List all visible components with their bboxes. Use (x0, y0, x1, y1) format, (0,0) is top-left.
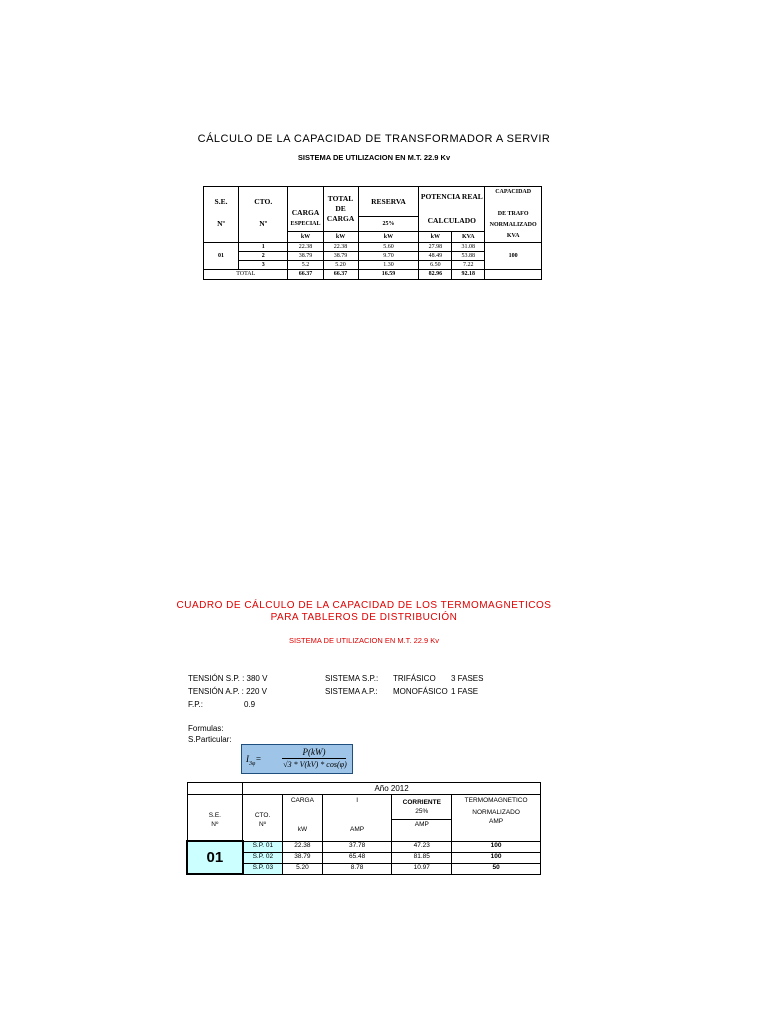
sistema-ap-value: MONOFÁSICO (393, 687, 448, 696)
header-total-de-carga: TOTAL DE CARGA (323, 187, 358, 232)
unit-kw: kW (282, 819, 322, 841)
header-corriente: CORRIENTE 25% (392, 795, 452, 820)
total-row: TOTAL 66.37 66.37 16.59 82.96 92.18 (204, 269, 542, 279)
header-se: S.E. (187, 795, 243, 820)
header-se-no: Nº (187, 819, 243, 841)
se-value: 01 (204, 242, 239, 269)
header-carga: CARGA (288, 187, 323, 217)
unit-kw: kW (323, 231, 358, 242)
sistema-sp-label: SISTEMA S.P.: (325, 674, 379, 683)
fp-label: F.P.: (188, 700, 203, 709)
unit-amp: AMP (322, 819, 392, 841)
breaker-capacity-table (186, 782, 541, 875)
fases-sp: 3 FASES (451, 674, 484, 683)
header-potencia-real: POTENCIA REAL (419, 187, 485, 217)
formula-denominator: √3 * V(kV) * cos(φ) (283, 760, 347, 769)
table-row: 01 S.P. 01 22.38 37.78 47.23 100 (187, 841, 541, 852)
fraction-bar (282, 758, 346, 759)
total-label: TOTAL (204, 269, 288, 279)
header-i: I (322, 795, 392, 820)
table-row: S.P. 03 5.20 8.78 10.97 50 (187, 863, 541, 874)
unit-amp: AMP (452, 819, 541, 841)
table-row: 01 1 22.38 22.38 5.60 27.98 31.08 100 (204, 242, 542, 251)
header-reserva: RESERVA (358, 187, 419, 217)
se-value: 01 (187, 841, 243, 874)
sparticular-label: S.Particular: (188, 735, 232, 744)
current-formula: $I_{3\varphi}=$ P(kW) √3 * V(kV) * cos(φ) (241, 744, 353, 774)
header-se: S.E. (204, 187, 239, 217)
header-se-no: Nº (204, 217, 239, 231)
table-row: 3 5.2 5.20 1.30 6.50 7.22 (204, 260, 542, 269)
unit-kw: kW (419, 231, 452, 242)
header-especial: ESPECIAL (288, 217, 323, 231)
capacidad-value: 100 (485, 242, 542, 269)
header-reserva-pct: 25% (358, 217, 419, 231)
transformer-calc-subtitle: SISTEMA DE UTILIZACION EN M.T. 22.9 Kv (297, 153, 451, 162)
transformer-calc-title: CÁLCULO DE LA CAPACIDAD DE TRANSFORMADOR A SERVIR (197, 133, 551, 145)
formulas-label: Formulas: (188, 724, 224, 733)
fp-value: 0.9 (244, 700, 256, 709)
unit-kw: kW (288, 231, 323, 242)
unit-kva: KVA (452, 231, 485, 242)
year-header: Año 2012 (243, 783, 541, 795)
unit-kva: KVA (485, 231, 542, 242)
sistema-sp-value: TRIFÁSICO (393, 674, 436, 683)
unit-kw: kW (358, 231, 419, 242)
header-cto-no: Nº (239, 217, 288, 231)
header-cto: CTO. (243, 795, 283, 820)
table-row: 2 38.79 38.79 9.70 48.49 53.88 (204, 251, 542, 260)
header-capacidad-trafo: CAPACIDAD DE TRAFO NORMALIZADO (485, 187, 542, 232)
table-row: S.P. 02 38.79 65.48 81.85 100 (187, 852, 541, 863)
unit-amp: AMP (392, 819, 452, 841)
header-termomagnetico: TERMOMAGNETICO NORMALIZADO (452, 795, 541, 820)
header-cto: CTO. (239, 187, 288, 217)
header-carga: CARGA (282, 795, 322, 820)
header-calculado: CALCULADO (419, 217, 485, 231)
fases-ap: 1 FASE (451, 687, 479, 696)
tension-sp: TENSIÓN S.P. : 380 V (188, 674, 268, 683)
formula-numerator: P(kW) (302, 747, 326, 757)
tension-ap: TENSIÓN A.P. : 220 V (188, 687, 267, 696)
sistema-ap-label: SISTEMA A.P.: (325, 687, 378, 696)
breaker-calc-subtitle: SISTEMA DE UTILIZACION EN M.T. 22.9 Kv (288, 636, 440, 645)
transformer-capacity-table (203, 186, 542, 280)
header-cto-no: Nº (243, 819, 283, 841)
breaker-calc-title: CUADRO DE CÁLCULO DE LA CAPACIDAD DE LOS TERMOMAGNETICOS PARA TABLEROS DE DISTRIBUCIÓN (176, 600, 552, 623)
